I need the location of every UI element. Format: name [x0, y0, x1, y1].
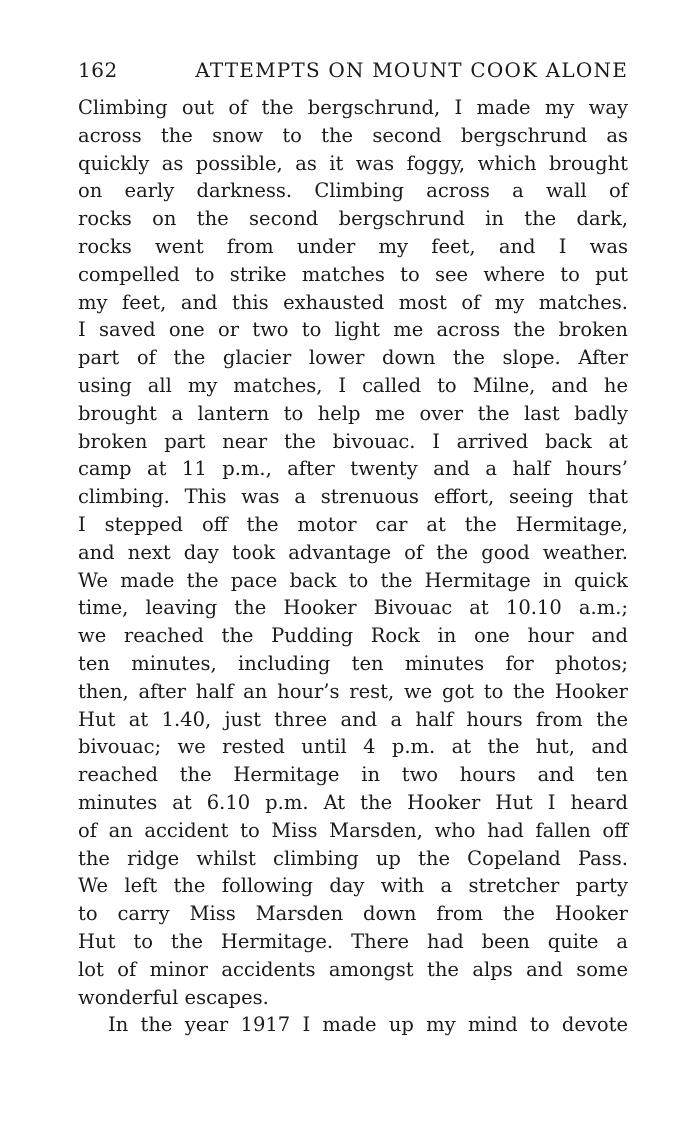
text-line: rocks on the second bergschrund in the dark, — [78, 207, 628, 231]
text-line: then, after half an hour’s rest, we got to the Hooker — [78, 679, 628, 703]
text-line: across the snow to the second bergschrund as — [78, 123, 628, 147]
text-line: we reached the Pudding Rock in one hour and — [78, 624, 628, 648]
text-line: reached the Hermitage in two hours and ten — [78, 763, 628, 787]
text-line: We left the following day with a stretcher party — [78, 874, 628, 898]
text-line: Climbing out of the bergschrund, I made my way — [78, 96, 628, 119]
text-line: compelled to strike matches to see where to put — [78, 262, 628, 286]
page-number: 162 — [78, 58, 118, 82]
text-line: brought a lantern to help me over the last badly — [78, 401, 628, 425]
text-line: minutes at 6.10 p.m. At the Hooker Hut I heard — [78, 790, 628, 814]
text-line: time, leaving the Hooker Bivouac at 10.10 a.m.; — [78, 596, 628, 620]
paragraph-start-line: In the year 1917 I made up my mind to devote — [108, 1013, 628, 1037]
text-line: of an accident to Miss Marsden, who had fallen off — [78, 818, 628, 842]
text-line: I saved one or two to light me across the broken — [78, 318, 628, 342]
body-text — [78, 94, 628, 1039]
text-line: to carry Miss Marsden down from the Hooker — [78, 902, 628, 926]
text-line: ten minutes, including ten minutes for photos; — [78, 651, 628, 675]
text-line: the ridge whilst climbing up the Copeland Pass. — [78, 846, 628, 870]
text-line: rocks went from under my feet, and I was — [78, 234, 628, 258]
text-line: We made the pace back to the Hermitage in quick — [78, 568, 628, 592]
text-line: on early darkness. Climbing across a wall of — [78, 179, 628, 203]
text-line: quickly as possible, as it was foggy, which brought — [78, 151, 628, 175]
text-line: camp at 11 p.m., after twenty and a half hours’ — [78, 457, 628, 481]
text-line: bivouac; we rested until 4 p.m. at the hut, and — [78, 735, 628, 759]
page-content — [78, 58, 628, 1039]
text-line: Hut to the Hermitage. There had been quite a — [78, 929, 628, 953]
text-line: Hut at 1.40, just three and a half hours from the — [78, 707, 628, 731]
text-line: climbing. This was a strenuous effort, seeing that — [78, 485, 628, 509]
text-line: my feet, and this exhausted most of my matches. — [78, 290, 628, 314]
text-line: I stepped off the motor car at the Hermitage, — [78, 512, 628, 536]
text-line: using all my matches, I called to Milne, and he — [78, 373, 628, 397]
running-title: ATTEMPTS ON MOUNT COOK ALONE — [195, 58, 628, 82]
text-line: broken part near the bivouac. I arrived back at — [78, 429, 628, 453]
running-head — [78, 58, 628, 92]
text-line: part of the glacier lower down the slope. After — [78, 346, 628, 370]
text-line: and next day took advantage of the good weather. — [78, 540, 628, 564]
text-line: lot of minor accidents amongst the alps and some — [78, 957, 628, 981]
text-line: wonderful escapes. — [78, 985, 269, 1009]
